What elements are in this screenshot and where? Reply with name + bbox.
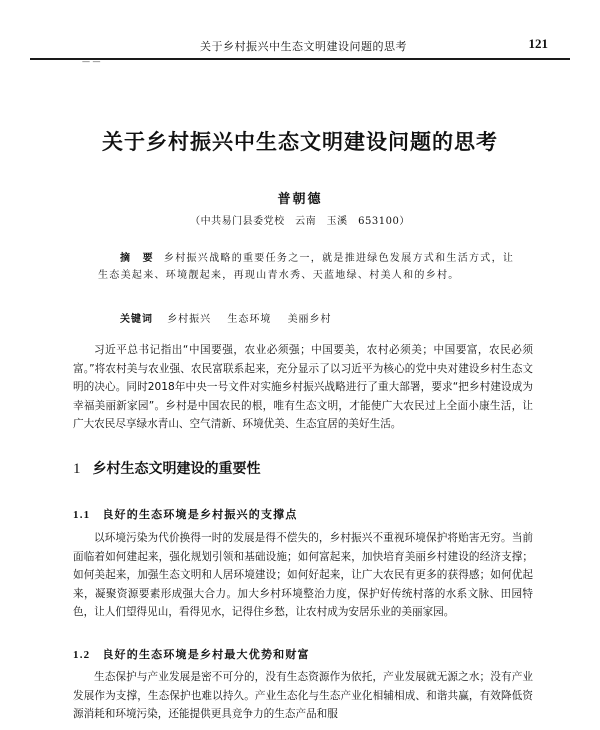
section-number: 1: [73, 461, 81, 477]
keyword: 乡村振兴: [167, 314, 212, 325]
corner-mark: — —: [82, 57, 101, 66]
subsection-heading: [73, 646, 310, 662]
article-title: 关于乡村振兴中生态文明建设问题的思考: [102, 130, 498, 154]
keywords: [120, 310, 344, 325]
section-heading: [73, 458, 261, 478]
body-paragraph: 以环境污染为代价换得一时的发展是得不偿失的，乡村振兴不重视环境保护将贻害无穷。当前面临着如何建起来，强化规划引领和基础设施；如何富起来，加快培育美丽乡村建设的经济支撑；如何美起来，加强生态文明和人居环境建设；如何好起来，让广大农民有更多的获得感；如何优起来，凝聚资源要素形成强大合力。加大乡村环境整治力度，保护好传统村落的水系文脉、田园特色，让人们望得见山，看得见水，记得住乡愁，让农村成为安居乐业的美丽家园。: [73, 532, 533, 618]
subsection-1-1-body: [73, 529, 533, 622]
subsection-title: 良好的生态环境是乡村振兴的支撑点: [102, 508, 298, 521]
body-paragraph: 生态保护与产业发展是密不可分的，没有生态资源作为依托，产业发展就无源之水；没有产业发展作为支撑，生态保护也难以持久。产业生态化与生态产业化相辅相成、和谐共赢，有效降低资源消耗和环境污染，还能提供更具竞争力的生态产品和服: [73, 671, 533, 720]
subsection-1-2-body: [73, 668, 533, 724]
running-header: [30, 36, 570, 60]
abstract-label: 摘 要: [120, 253, 154, 264]
section-title: 乡村生态文明建设的重要性: [92, 461, 261, 477]
keywords-label: 关键词: [120, 314, 153, 325]
abstract: [98, 250, 516, 284]
abstract-text: 乡村振兴战略的重要任务之一，就是推进绿色发展方式和生活方式，让生态美起来、环境靓起来，再现山青水秀、天蓝地绿、村美人和的乡村。: [98, 253, 515, 281]
author-affiliation: （中共易门县委党校 云南 玉溪 653100）: [190, 216, 410, 227]
page-number: 121: [528, 36, 548, 51]
author-name: 普朝德: [277, 192, 323, 207]
intro-paragraph-block: [73, 341, 533, 434]
subsection-heading: [73, 506, 298, 522]
keyword: 美丽乡村: [287, 314, 332, 325]
keyword: 生态环境: [227, 314, 272, 325]
subsection-number: 1.1: [73, 509, 91, 521]
subsection-number: 1.2: [73, 649, 91, 661]
running-title: 关于乡村振兴中生态文明建设问题的思考: [200, 40, 407, 53]
subsection-title: 良好的生态环境是乡村最大优势和财富: [102, 648, 310, 661]
intro-paragraph: 习近平总书记指出“中国要强，农业必须强；中国要美，农村必须美；中国要富，农民必须富。”将农村美与农业强、农民富联系起来，充分显示了以习近平为核心的党中央对建设乡村生态文明的决心。同时2018年中央一号文件对实施乡村振兴战略进行了重大部署，要求“把乡村建设成为幸福美丽新家园”。乡村是中国农民的根，唯有生态文明，才能使广大农民过上全面小康生活，让广大农民尽享绿水青山、空气清新、环境优美、生态宜居的美好生活。: [73, 344, 533, 430]
